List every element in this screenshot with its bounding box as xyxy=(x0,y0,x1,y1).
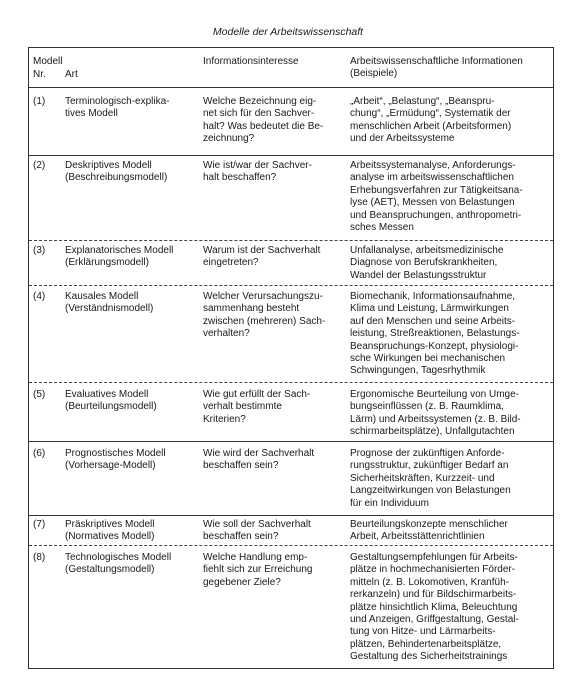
row-4-nr: (4) xyxy=(33,291,46,302)
row-3-info: Unfallanalyse, arbeitsmedizinische Diagnose von Berufskrankheiten, Wandel der Belastungsstruktur xyxy=(350,245,504,281)
row-6-nr: (6) xyxy=(33,448,46,459)
row-divider xyxy=(29,441,553,442)
row-5-art: Evaluatives Modell (Beurteilungsmodell) xyxy=(65,389,157,413)
row-8-interesse: Welche Handlung emp- fiehlt sich zur Erreichung gegebener Ziele? xyxy=(203,552,313,588)
header-modell: Modell xyxy=(33,56,63,67)
row-2-info: Arbeitssystemanalyse, Anforderungs- analyse im arbeitswissenschaftlichen Erhebungsverfahren zur Tätigkeitsana- lyse (AET), Messen von Belastungen und Beanspruchungen, anthropometri- sches Messen xyxy=(350,160,523,234)
row-8-info: Gestaltungsempfehlungen für Arbeits- plätze in hochmechanisierten Förder- mitteln (z. B. Lokomotiven, Kranfüh- rerkanzeln) und für Bildschirmarbeits- plätze hinsichtlich Klima, Beleuchtung und Anzeigen, Griffgestaltung, Gestal- tung von Hitze- und Lärmarbeits- plätzen, Behindertenarbeitsplätze, Gestaltung des Sicherheitstrainings xyxy=(350,552,519,663)
header-divider xyxy=(29,87,553,88)
row-divider xyxy=(29,155,553,156)
row-7-art: Präskriptives Modell (Normatives Modell) xyxy=(65,519,155,543)
row-divider xyxy=(29,382,553,383)
row-7-nr: (7) xyxy=(33,519,46,530)
row-3-nr: (3) xyxy=(33,245,46,256)
row-7-info: Beurteilungskonzepte menschlicher Arbeit, Arbeitsstättenrichtlinien xyxy=(350,519,508,543)
row-6-interesse: Wie wird der Sachverhalt beschaffen sein? xyxy=(203,448,315,472)
row-8-nr: (8) xyxy=(33,552,46,563)
row-4-interesse: Welcher Verursachungszu- sammenhang besteht zwischen (mehreren) Sach- verhalten? xyxy=(203,291,326,340)
row-3-interesse: Warum ist der Sachverhalt eingetreten? xyxy=(203,245,321,269)
row-divider xyxy=(29,515,553,516)
header-information: Arbeitswissenschaftliche Informationen (Beispiele) xyxy=(350,56,523,80)
row-4-info: Biomechanik, Informationsaufnahme, Klima und Leistung, Lärmwirkungen auf den Menschen und seine Arbeits- leistung, Streßreaktionen, Belastungs- Beanspruchungs-Konzept, physiologi- sche Wirkungen bei mechanischen Schwingungen, Tagesrhythmik xyxy=(350,291,520,377)
row-3-art: Explanatorisches Modell (Erklärungsmodell) xyxy=(65,245,174,269)
row-divider xyxy=(29,285,553,286)
row-1-art: Terminologisch-explika- tives Modell xyxy=(65,96,170,120)
row-6-art: Prognostisches Modell (Vorhersage-Modell) xyxy=(65,448,166,472)
row-2-nr: (2) xyxy=(33,160,46,171)
header-informationsinteresse: Informationsinteresse xyxy=(203,56,299,67)
row-1-info: „Arbeit“, „Belastung“, „Beanspru- chung“, „Ermüdung“, Systematik der menschlichen Arbeit (Arbeitsformen) und der Arbeitssysteme xyxy=(350,96,512,145)
row-5-nr: (5) xyxy=(33,389,46,400)
row-divider xyxy=(29,545,553,546)
table-title: Modelle der Arbeitswissenschaft xyxy=(212,26,364,38)
row-6-info: Prognose der zukünftigen Anforde- rungsstruktur, zukünftiger Bedarf an Sicherheitskräften, Kurzzeit- und Langzeitwirkungen von Belastungen für ein Individuum xyxy=(350,448,511,509)
row-1-interesse: Welche Bezeichnung eig- net sich für den Sachver- halt? Was bedeutet die Be- zeichnung? xyxy=(203,96,324,145)
row-2-art: Deskriptives Modell (Beschreibungsmodell) xyxy=(65,160,168,184)
models-table xyxy=(28,47,554,669)
header-nr: Nr. xyxy=(33,69,46,80)
row-4-art: Kausales Modell (Verständnismodell) xyxy=(65,291,154,315)
row-divider xyxy=(29,240,553,241)
row-1-nr: (1) xyxy=(33,96,46,107)
row-5-interesse: Wie gut erfüllt der Sach- verhalt bestimmte Kriterien? xyxy=(203,389,311,425)
row-7-interesse: Wie soll der Sachverhalt beschaffen sein? xyxy=(203,519,311,543)
row-2-interesse: Wie ist/war der Sachver- halt beschaffen? xyxy=(203,160,312,184)
header-art: Art xyxy=(65,69,78,80)
row-8-art: Technologisches Modell (Gestaltungsmodell) xyxy=(65,552,172,576)
row-5-info: Ergonomische Beurteilung von Umge- bungseinflüssen (z. B. Raumklima, Lärm) und Arbeitssystemen (z. B. Bild- schirmarbeitsplätze), Unfallgutachten xyxy=(350,389,521,438)
